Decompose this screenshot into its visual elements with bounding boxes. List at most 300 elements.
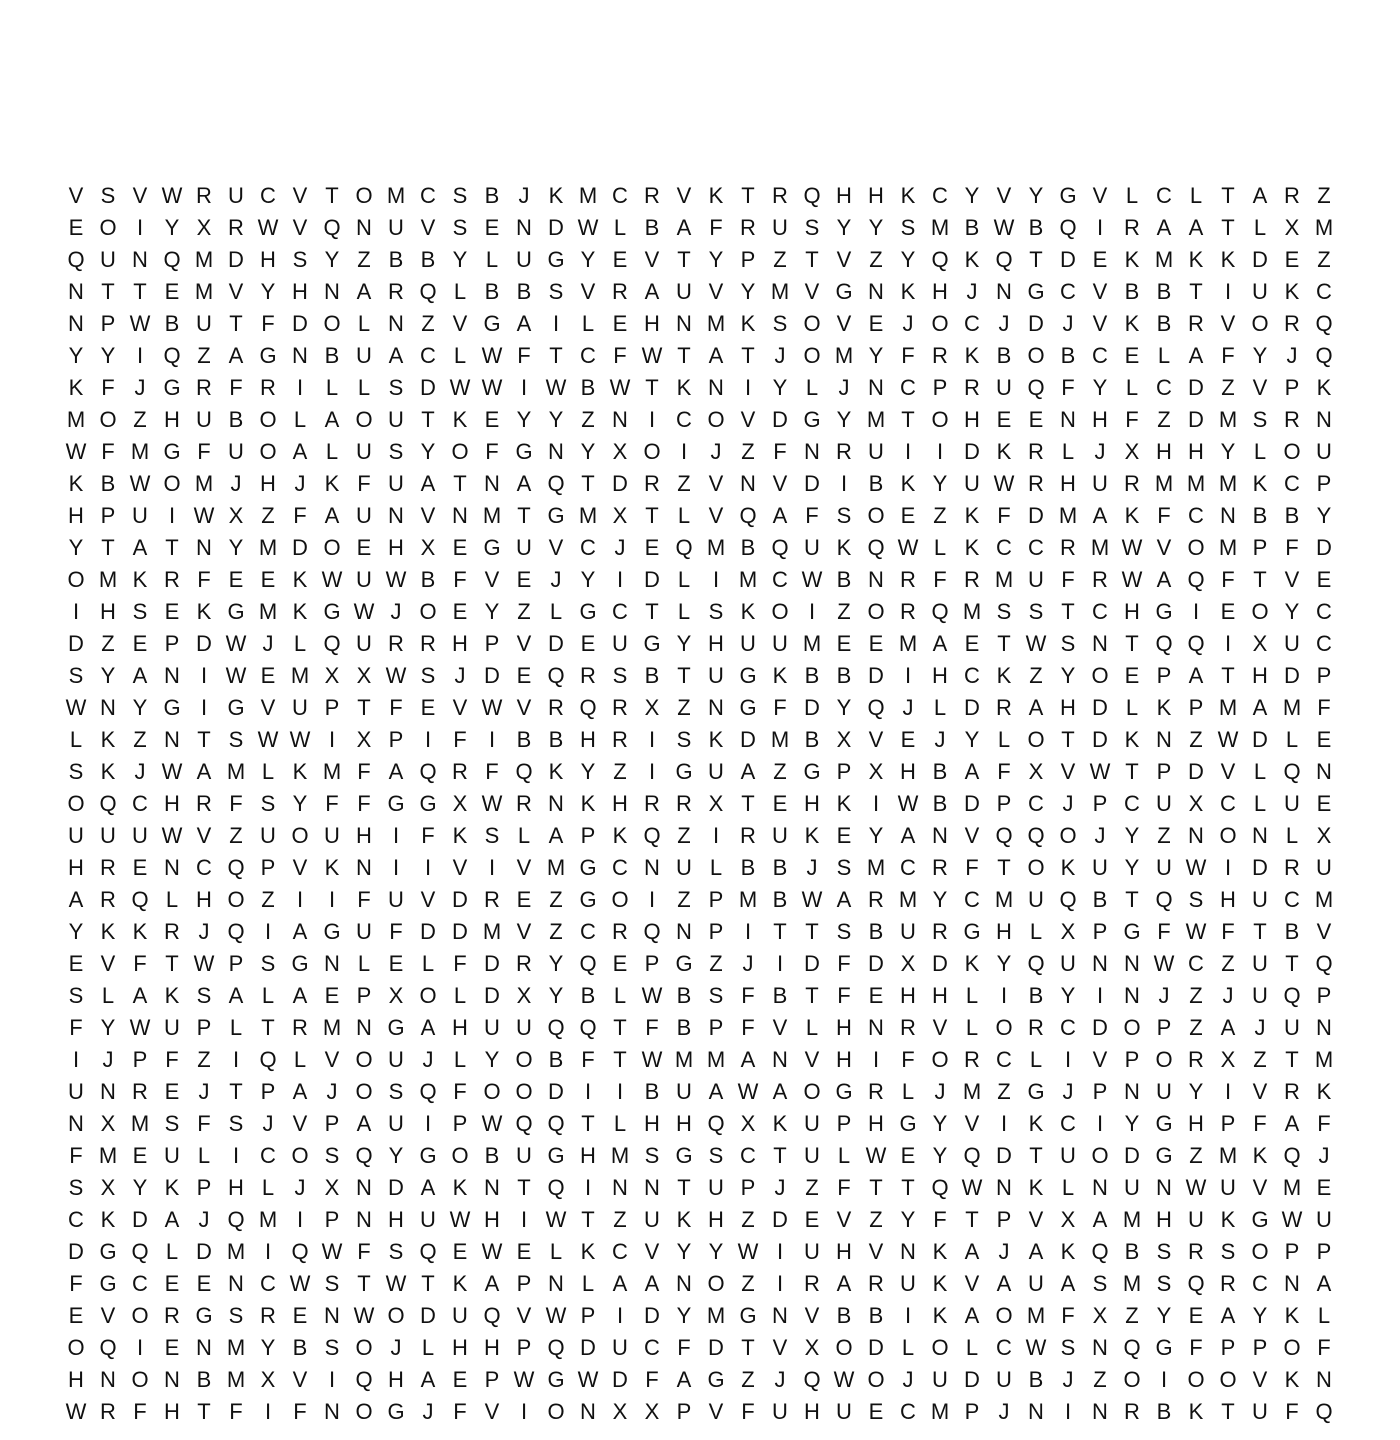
grid-letter[interactable]: O: [259, 439, 277, 464]
grid-letter[interactable]: D: [1028, 503, 1044, 528]
grid-letter[interactable]: C: [1060, 1111, 1076, 1136]
grid-letter[interactable]: N: [196, 535, 212, 560]
grid-letter[interactable]: I: [808, 599, 816, 624]
grid-letter[interactable]: D: [804, 471, 820, 496]
grid-letter[interactable]: A: [164, 1207, 180, 1232]
grid-letter[interactable]: Y: [868, 343, 884, 368]
grid-letter[interactable]: J: [262, 1111, 274, 1136]
grid-letter[interactable]: H: [900, 983, 916, 1008]
grid-letter[interactable]: B: [164, 311, 180, 336]
grid-letter[interactable]: Y: [68, 343, 84, 368]
grid-letter[interactable]: T: [325, 183, 339, 208]
grid-letter[interactable]: X: [420, 535, 436, 560]
grid-letter[interactable]: Y: [868, 215, 884, 240]
grid-letter[interactable]: P: [324, 1207, 340, 1232]
grid-letter[interactable]: P: [836, 759, 852, 784]
grid-letter[interactable]: D: [964, 695, 980, 720]
grid-letter[interactable]: U: [516, 1143, 532, 1168]
grid-letter[interactable]: H: [1124, 599, 1140, 624]
grid-letter[interactable]: D: [580, 1335, 596, 1360]
grid-letter[interactable]: H: [900, 759, 916, 784]
grid-letter[interactable]: D: [1252, 247, 1268, 272]
grid-letter[interactable]: E: [868, 983, 884, 1008]
grid-letter[interactable]: K: [100, 919, 116, 944]
grid-letter[interactable]: E: [868, 311, 884, 336]
grid-letter[interactable]: F: [485, 759, 499, 784]
grid-letter[interactable]: P: [1316, 663, 1332, 688]
grid-letter[interactable]: A: [1316, 1271, 1332, 1296]
grid-letter[interactable]: T: [581, 1111, 595, 1136]
grid-letter[interactable]: Q: [291, 1239, 309, 1264]
grid-letter[interactable]: B: [100, 471, 116, 496]
grid-letter[interactable]: U: [132, 503, 148, 528]
grid-letter[interactable]: S: [228, 727, 244, 752]
grid-letter[interactable]: B: [292, 1335, 308, 1360]
grid-letter[interactable]: O: [867, 503, 885, 528]
grid-letter[interactable]: Y: [676, 1303, 692, 1328]
grid-letter[interactable]: G: [899, 1111, 917, 1136]
grid-letter[interactable]: M: [738, 567, 758, 592]
grid-letter[interactable]: D: [68, 1239, 84, 1264]
grid-letter[interactable]: R: [900, 599, 916, 624]
grid-letter[interactable]: O: [1091, 1143, 1109, 1168]
grid-letter[interactable]: R: [644, 471, 660, 496]
grid-letter[interactable]: H: [292, 279, 308, 304]
grid-letter[interactable]: E: [484, 215, 500, 240]
grid-letter[interactable]: T: [613, 1015, 627, 1040]
grid-letter[interactable]: O: [931, 1047, 949, 1072]
grid-letter[interactable]: F: [421, 823, 435, 848]
grid-letter[interactable]: A: [324, 407, 340, 432]
grid-letter[interactable]: G: [675, 951, 693, 976]
grid-letter[interactable]: O: [1187, 1367, 1205, 1392]
grid-letter[interactable]: F: [1317, 1335, 1331, 1360]
grid-letter[interactable]: E: [580, 631, 596, 656]
grid-letter[interactable]: Q: [67, 247, 85, 272]
grid-letter[interactable]: W: [545, 1303, 567, 1328]
grid-letter[interactable]: L: [1253, 215, 1267, 240]
grid-letter[interactable]: G: [1155, 1335, 1173, 1360]
grid-letter[interactable]: K: [100, 1207, 116, 1232]
grid-letter[interactable]: H: [100, 599, 116, 624]
grid-letter[interactable]: I: [200, 695, 208, 720]
grid-letter[interactable]: C: [1156, 375, 1172, 400]
grid-letter[interactable]: M: [674, 1047, 694, 1072]
grid-letter[interactable]: T: [901, 1175, 915, 1200]
grid-letter[interactable]: U: [1156, 1079, 1172, 1104]
grid-letter[interactable]: R: [548, 695, 564, 720]
grid-letter[interactable]: O: [1123, 1015, 1141, 1040]
grid-letter[interactable]: T: [453, 471, 467, 496]
grid-letter[interactable]: H: [196, 887, 212, 912]
grid-letter[interactable]: D: [1092, 695, 1108, 720]
grid-letter[interactable]: I: [744, 919, 752, 944]
grid-letter[interactable]: I: [264, 919, 272, 944]
grid-letter[interactable]: A: [228, 983, 244, 1008]
grid-letter[interactable]: Y: [132, 695, 148, 720]
grid-letter[interactable]: V: [964, 1111, 980, 1136]
grid-letter[interactable]: J: [550, 567, 562, 592]
grid-letter[interactable]: P: [324, 1111, 340, 1136]
grid-letter[interactable]: N: [292, 343, 308, 368]
grid-letter[interactable]: O: [835, 1335, 853, 1360]
grid-letter[interactable]: X: [100, 1175, 116, 1200]
grid-letter[interactable]: E: [1188, 1303, 1204, 1328]
grid-letter[interactable]: B: [1028, 1367, 1044, 1392]
grid-letter[interactable]: R: [260, 1303, 276, 1328]
grid-letter[interactable]: O: [483, 1079, 501, 1104]
grid-letter[interactable]: N: [1028, 1399, 1044, 1424]
grid-letter[interactable]: Y: [164, 215, 180, 240]
grid-letter[interactable]: A: [1220, 1015, 1236, 1040]
grid-letter[interactable]: W: [481, 1239, 503, 1264]
grid-letter[interactable]: I: [264, 1239, 272, 1264]
grid-letter[interactable]: L: [549, 599, 563, 624]
grid-letter[interactable]: L: [1157, 343, 1171, 368]
grid-letter[interactable]: K: [132, 567, 148, 592]
grid-letter[interactable]: E: [772, 791, 788, 816]
grid-letter[interactable]: G: [99, 1271, 117, 1296]
grid-letter[interactable]: A: [132, 535, 148, 560]
grid-letter[interactable]: X: [260, 1367, 276, 1392]
grid-letter[interactable]: F: [1317, 695, 1331, 720]
grid-letter[interactable]: C: [740, 1143, 756, 1168]
grid-letter[interactable]: X: [196, 215, 212, 240]
grid-letter[interactable]: F: [1317, 1111, 1331, 1136]
grid-letter[interactable]: W: [481, 375, 503, 400]
grid-letter[interactable]: E: [612, 247, 628, 272]
grid-letter[interactable]: J: [326, 1079, 338, 1104]
grid-letter[interactable]: Q: [1155, 887, 1173, 912]
grid-letter[interactable]: C: [1284, 471, 1300, 496]
grid-letter[interactable]: Y: [292, 791, 308, 816]
grid-letter[interactable]: D: [1188, 407, 1204, 432]
grid-letter[interactable]: U: [1124, 1175, 1140, 1200]
grid-letter[interactable]: N: [676, 1271, 692, 1296]
grid-letter[interactable]: X: [1092, 1303, 1108, 1328]
grid-letter[interactable]: Z: [1157, 407, 1171, 432]
grid-letter[interactable]: U: [68, 1079, 84, 1104]
grid-letter[interactable]: X: [612, 1399, 628, 1424]
grid-letter[interactable]: L: [1125, 375, 1139, 400]
grid-letter[interactable]: Q: [547, 1335, 565, 1360]
grid-letter[interactable]: N: [1156, 727, 1172, 752]
grid-letter[interactable]: J: [998, 311, 1010, 336]
grid-letter[interactable]: Q: [227, 1207, 245, 1232]
grid-letter[interactable]: V: [132, 183, 148, 208]
grid-letter[interactable]: M: [1314, 1047, 1334, 1072]
grid-letter[interactable]: D: [868, 951, 884, 976]
grid-letter[interactable]: U: [1092, 855, 1108, 880]
grid-letter[interactable]: V: [452, 855, 468, 880]
grid-letter[interactable]: B: [1092, 887, 1108, 912]
grid-letter[interactable]: Q: [1187, 631, 1205, 656]
grid-letter[interactable]: E: [68, 215, 84, 240]
grid-letter[interactable]: T: [1285, 951, 1299, 976]
grid-letter[interactable]: N: [164, 1367, 180, 1392]
grid-letter[interactable]: E: [1316, 1175, 1332, 1200]
grid-letter[interactable]: E: [164, 1271, 180, 1296]
grid-letter[interactable]: R: [1028, 471, 1044, 496]
grid-letter[interactable]: F: [613, 343, 627, 368]
grid-letter[interactable]: E: [964, 631, 980, 656]
grid-letter[interactable]: U: [1284, 1015, 1300, 1040]
grid-letter[interactable]: I: [936, 439, 944, 464]
grid-letter[interactable]: M: [1090, 535, 1110, 560]
grid-letter[interactable]: Z: [677, 823, 691, 848]
grid-letter[interactable]: T: [1221, 183, 1235, 208]
grid-letter[interactable]: E: [132, 1143, 148, 1168]
grid-letter[interactable]: B: [868, 471, 884, 496]
grid-letter[interactable]: I: [392, 855, 400, 880]
grid-letter[interactable]: C: [676, 407, 692, 432]
grid-letter[interactable]: L: [1061, 1175, 1075, 1200]
grid-letter[interactable]: K: [1188, 1399, 1204, 1424]
grid-letter[interactable]: T: [229, 1079, 243, 1104]
grid-letter[interactable]: A: [836, 887, 852, 912]
grid-letter[interactable]: Q: [323, 215, 341, 240]
grid-letter[interactable]: G: [739, 695, 757, 720]
grid-letter[interactable]: K: [1252, 471, 1268, 496]
grid-letter[interactable]: E: [1316, 791, 1332, 816]
grid-letter[interactable]: L: [517, 823, 531, 848]
grid-letter[interactable]: V: [292, 1111, 308, 1136]
grid-letter[interactable]: T: [677, 1175, 691, 1200]
grid-letter[interactable]: Z: [1221, 951, 1235, 976]
grid-letter[interactable]: A: [676, 1367, 692, 1392]
grid-letter[interactable]: F: [293, 503, 307, 528]
grid-letter[interactable]: O: [1251, 1239, 1269, 1264]
grid-letter[interactable]: P: [996, 791, 1012, 816]
grid-letter[interactable]: G: [1251, 1207, 1269, 1232]
grid-letter[interactable]: Y: [132, 1175, 148, 1200]
grid-letter[interactable]: W: [353, 1303, 375, 1328]
grid-letter[interactable]: Z: [133, 407, 147, 432]
grid-letter[interactable]: F: [165, 1047, 179, 1072]
grid-letter[interactable]: Z: [261, 887, 275, 912]
grid-letter[interactable]: A: [676, 215, 692, 240]
grid-letter[interactable]: L: [1029, 919, 1043, 944]
grid-letter[interactable]: M: [258, 599, 278, 624]
grid-letter[interactable]: W: [641, 983, 663, 1008]
grid-letter[interactable]: M: [386, 183, 406, 208]
grid-letter[interactable]: K: [964, 535, 980, 560]
grid-letter[interactable]: X: [900, 951, 916, 976]
grid-letter[interactable]: B: [1060, 343, 1076, 368]
grid-letter[interactable]: T: [421, 407, 435, 432]
grid-letter[interactable]: Z: [1125, 1303, 1139, 1328]
grid-letter[interactable]: U: [1252, 983, 1268, 1008]
grid-letter[interactable]: L: [805, 375, 819, 400]
grid-letter[interactable]: V: [772, 471, 788, 496]
grid-letter[interactable]: A: [644, 279, 660, 304]
grid-letter[interactable]: B: [772, 983, 788, 1008]
grid-letter[interactable]: J: [1254, 1015, 1266, 1040]
grid-letter[interactable]: N: [804, 439, 820, 464]
grid-letter[interactable]: F: [837, 951, 851, 976]
grid-letter[interactable]: T: [741, 791, 755, 816]
grid-letter[interactable]: I: [680, 439, 688, 464]
grid-letter[interactable]: B: [484, 183, 500, 208]
grid-letter[interactable]: T: [101, 279, 115, 304]
grid-letter[interactable]: G: [483, 311, 501, 336]
grid-letter[interactable]: N: [484, 471, 500, 496]
grid-letter[interactable]: W: [385, 663, 407, 688]
grid-letter[interactable]: O: [419, 983, 437, 1008]
grid-letter[interactable]: I: [72, 1047, 80, 1072]
grid-letter[interactable]: G: [1027, 279, 1045, 304]
grid-letter[interactable]: N: [132, 247, 148, 272]
grid-letter[interactable]: R: [964, 375, 980, 400]
grid-letter[interactable]: W: [225, 663, 247, 688]
grid-letter[interactable]: E: [836, 631, 852, 656]
grid-letter[interactable]: T: [229, 311, 243, 336]
grid-letter[interactable]: C: [420, 183, 436, 208]
grid-letter[interactable]: K: [964, 503, 980, 528]
grid-letter[interactable]: U: [868, 439, 884, 464]
grid-letter[interactable]: D: [996, 1143, 1012, 1168]
grid-letter[interactable]: F: [197, 439, 211, 464]
grid-letter[interactable]: E: [324, 983, 340, 1008]
grid-letter[interactable]: H: [260, 247, 276, 272]
grid-letter[interactable]: M: [130, 1111, 150, 1136]
grid-letter[interactable]: T: [901, 407, 915, 432]
grid-letter[interactable]: F: [741, 983, 755, 1008]
grid-letter[interactable]: G: [259, 343, 277, 368]
grid-letter[interactable]: U: [356, 439, 372, 464]
grid-letter[interactable]: Y: [708, 247, 724, 272]
grid-letter[interactable]: O: [355, 1079, 373, 1104]
grid-letter[interactable]: D: [804, 951, 820, 976]
grid-letter[interactable]: M: [802, 631, 822, 656]
grid-letter[interactable]: J: [774, 1175, 786, 1200]
grid-letter[interactable]: P: [516, 1335, 532, 1360]
grid-letter[interactable]: L: [1253, 439, 1267, 464]
grid-letter[interactable]: P: [1316, 1239, 1332, 1264]
grid-letter[interactable]: X: [1124, 439, 1140, 464]
grid-letter[interactable]: M: [706, 1047, 726, 1072]
grid-letter[interactable]: P: [1188, 695, 1204, 720]
grid-letter[interactable]: W: [289, 727, 311, 752]
grid-letter[interactable]: E: [132, 855, 148, 880]
grid-letter[interactable]: N: [772, 1303, 788, 1328]
grid-letter[interactable]: W: [577, 215, 599, 240]
grid-letter[interactable]: I: [328, 887, 336, 912]
grid-letter[interactable]: H: [484, 1207, 500, 1232]
grid-letter[interactable]: F: [581, 1047, 595, 1072]
grid-letter[interactable]: M: [706, 535, 726, 560]
grid-letter[interactable]: V: [772, 1335, 788, 1360]
grid-letter[interactable]: U: [1028, 887, 1044, 912]
grid-letter[interactable]: M: [770, 279, 790, 304]
grid-letter[interactable]: D: [420, 1303, 436, 1328]
grid-letter[interactable]: I: [264, 1399, 272, 1424]
grid-letter[interactable]: S: [708, 599, 724, 624]
grid-letter[interactable]: U: [1284, 631, 1300, 656]
grid-letter[interactable]: M: [1186, 471, 1206, 496]
grid-letter[interactable]: I: [1000, 983, 1008, 1008]
grid-letter[interactable]: X: [388, 983, 404, 1008]
grid-letter[interactable]: A: [836, 1271, 852, 1296]
grid-letter[interactable]: O: [707, 1271, 725, 1296]
grid-letter[interactable]: L: [421, 951, 435, 976]
grid-letter[interactable]: S: [100, 183, 116, 208]
grid-letter[interactable]: A: [772, 1079, 788, 1104]
grid-letter[interactable]: L: [1125, 695, 1139, 720]
grid-letter[interactable]: B: [676, 1015, 692, 1040]
grid-letter[interactable]: U: [1252, 887, 1268, 912]
grid-letter[interactable]: F: [517, 343, 531, 368]
grid-letter[interactable]: Y: [484, 599, 500, 624]
grid-letter[interactable]: C: [420, 343, 436, 368]
grid-letter[interactable]: G: [419, 791, 437, 816]
grid-letter[interactable]: L: [293, 407, 307, 432]
grid-letter[interactable]: V: [644, 1239, 660, 1264]
grid-letter[interactable]: Y: [676, 631, 692, 656]
grid-letter[interactable]: D: [548, 1079, 564, 1104]
grid-letter[interactable]: L: [1189, 183, 1203, 208]
grid-letter[interactable]: K: [996, 663, 1012, 688]
grid-letter[interactable]: R: [1124, 215, 1140, 240]
grid-letter[interactable]: Q: [963, 1143, 981, 1168]
grid-letter[interactable]: E: [1124, 343, 1140, 368]
grid-letter[interactable]: K: [292, 599, 308, 624]
grid-letter[interactable]: F: [837, 983, 851, 1008]
grid-letter[interactable]: P: [1156, 663, 1172, 688]
grid-letter[interactable]: T: [997, 855, 1011, 880]
grid-letter[interactable]: P: [1252, 535, 1268, 560]
grid-letter[interactable]: A: [740, 759, 756, 784]
grid-letter[interactable]: A: [1156, 215, 1172, 240]
grid-letter[interactable]: O: [1283, 1335, 1301, 1360]
grid-letter[interactable]: W: [193, 503, 215, 528]
grid-letter[interactable]: H: [580, 727, 596, 752]
grid-letter[interactable]: I: [520, 375, 528, 400]
grid-letter[interactable]: C: [1284, 887, 1300, 912]
grid-letter[interactable]: R: [516, 791, 532, 816]
grid-letter[interactable]: T: [357, 695, 371, 720]
grid-letter[interactable]: D: [132, 1207, 148, 1232]
grid-letter[interactable]: V: [484, 567, 500, 592]
grid-letter[interactable]: Q: [483, 1303, 501, 1328]
grid-letter[interactable]: K: [324, 471, 340, 496]
grid-letter[interactable]: I: [136, 215, 144, 240]
grid-letter[interactable]: K: [676, 1207, 692, 1232]
grid-letter[interactable]: X: [868, 759, 884, 784]
grid-letter[interactable]: L: [965, 1335, 979, 1360]
grid-letter[interactable]: P: [1156, 1015, 1172, 1040]
grid-letter[interactable]: L: [293, 1047, 307, 1072]
grid-letter[interactable]: J: [806, 855, 818, 880]
grid-letter[interactable]: E: [452, 535, 468, 560]
grid-letter[interactable]: Q: [931, 1175, 949, 1200]
grid-letter[interactable]: H: [644, 1111, 660, 1136]
grid-letter[interactable]: V: [292, 1367, 308, 1392]
grid-letter[interactable]: F: [453, 727, 467, 752]
grid-letter[interactable]: T: [1125, 759, 1139, 784]
grid-letter[interactable]: O: [163, 471, 181, 496]
grid-letter[interactable]: K: [772, 663, 788, 688]
grid-letter[interactable]: J: [1094, 823, 1106, 848]
grid-letter[interactable]: R: [100, 887, 116, 912]
grid-letter[interactable]: M: [226, 1239, 246, 1264]
grid-letter[interactable]: U: [836, 1399, 852, 1424]
grid-letter[interactable]: A: [932, 631, 948, 656]
grid-letter[interactable]: J: [518, 183, 530, 208]
grid-letter[interactable]: T: [549, 343, 563, 368]
grid-letter[interactable]: U: [1252, 951, 1268, 976]
grid-letter[interactable]: D: [772, 407, 788, 432]
